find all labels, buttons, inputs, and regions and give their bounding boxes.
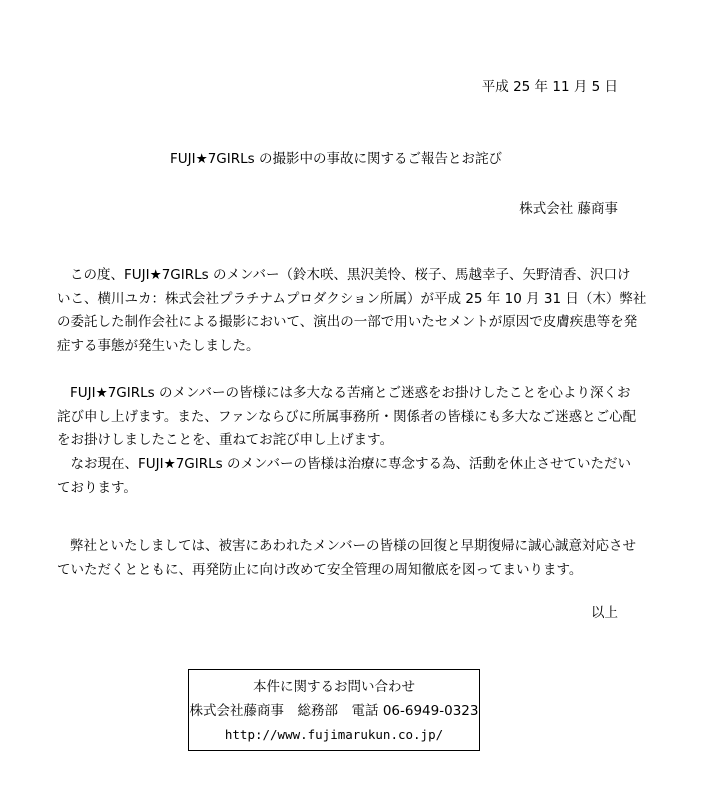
- paragraph-line: 弊社といたしましては、被害にあわれたメンバーの皆様の回復と早期復帰に誠心誠意対応させ: [70, 538, 637, 554]
- contact-box: [188, 669, 480, 751]
- contact-heading: 本件に関するお問い合わせ: [253, 679, 415, 695]
- paragraph-line: 症する事態が発生いたしました。: [57, 338, 260, 355]
- closing-mark: 以上: [591, 605, 618, 621]
- document-title: FUJI★7GIRLs の撮影中の事故に関するご報告とお詫び: [170, 151, 502, 167]
- contact-url-link[interactable]: http://www.fujimarukun.co.jp/: [224, 727, 444, 742]
- company-name: 株式会社 藤商事: [519, 201, 618, 217]
- paragraph-apology: [57, 382, 637, 500]
- paragraph-line: FUJI★7GIRLs のメンバーの皆様には多大なる苦痛とご迷惑をお掛けしたことを心より深くお: [70, 385, 631, 401]
- paragraph-line: この度、FUJI★7GIRLs のメンバー（鈴木咲、黒沢美怜、桜子、馬越幸子、矢野清香、沢口け: [70, 267, 631, 283]
- paragraph-line: いこ、横川ユカ：株式会社プラチナムプロダクション所属）が平成 25 年 10 月 31 日（木）弊社: [57, 290, 647, 307]
- paragraph-response: [57, 535, 637, 582]
- paragraph-line: をお掛けしましたことを、重ねてお詫び申し上げます。: [57, 432, 394, 449]
- document-date: 平成 25 年 11 月 5 日: [481, 79, 618, 95]
- paragraph-line: ていただくとともに、再発防止に向け改めて安全管理の周知徹底を図ってまいります。: [57, 561, 583, 578]
- contact-department: 株式会社藤商事 総務部 電話 06-6949-0323: [189, 703, 479, 719]
- paragraph-line: 詫び申し上げます。また、ファンならびに所属事務所・関係者の皆様にも多大なご迷惑とご心配: [57, 408, 637, 425]
- paragraph-line: の委託した制作会社による撮影において、演出の一部で用いたセメントが原因で皮膚疾患等を発: [57, 314, 638, 331]
- paragraph-line: なお現在、FUJI★7GIRLs のメンバーの皆様は治療に専念する為、活動を休止させていただい: [57, 456, 632, 473]
- paragraph-line: ております。: [57, 479, 137, 496]
- paragraph-incident: [57, 264, 647, 359]
